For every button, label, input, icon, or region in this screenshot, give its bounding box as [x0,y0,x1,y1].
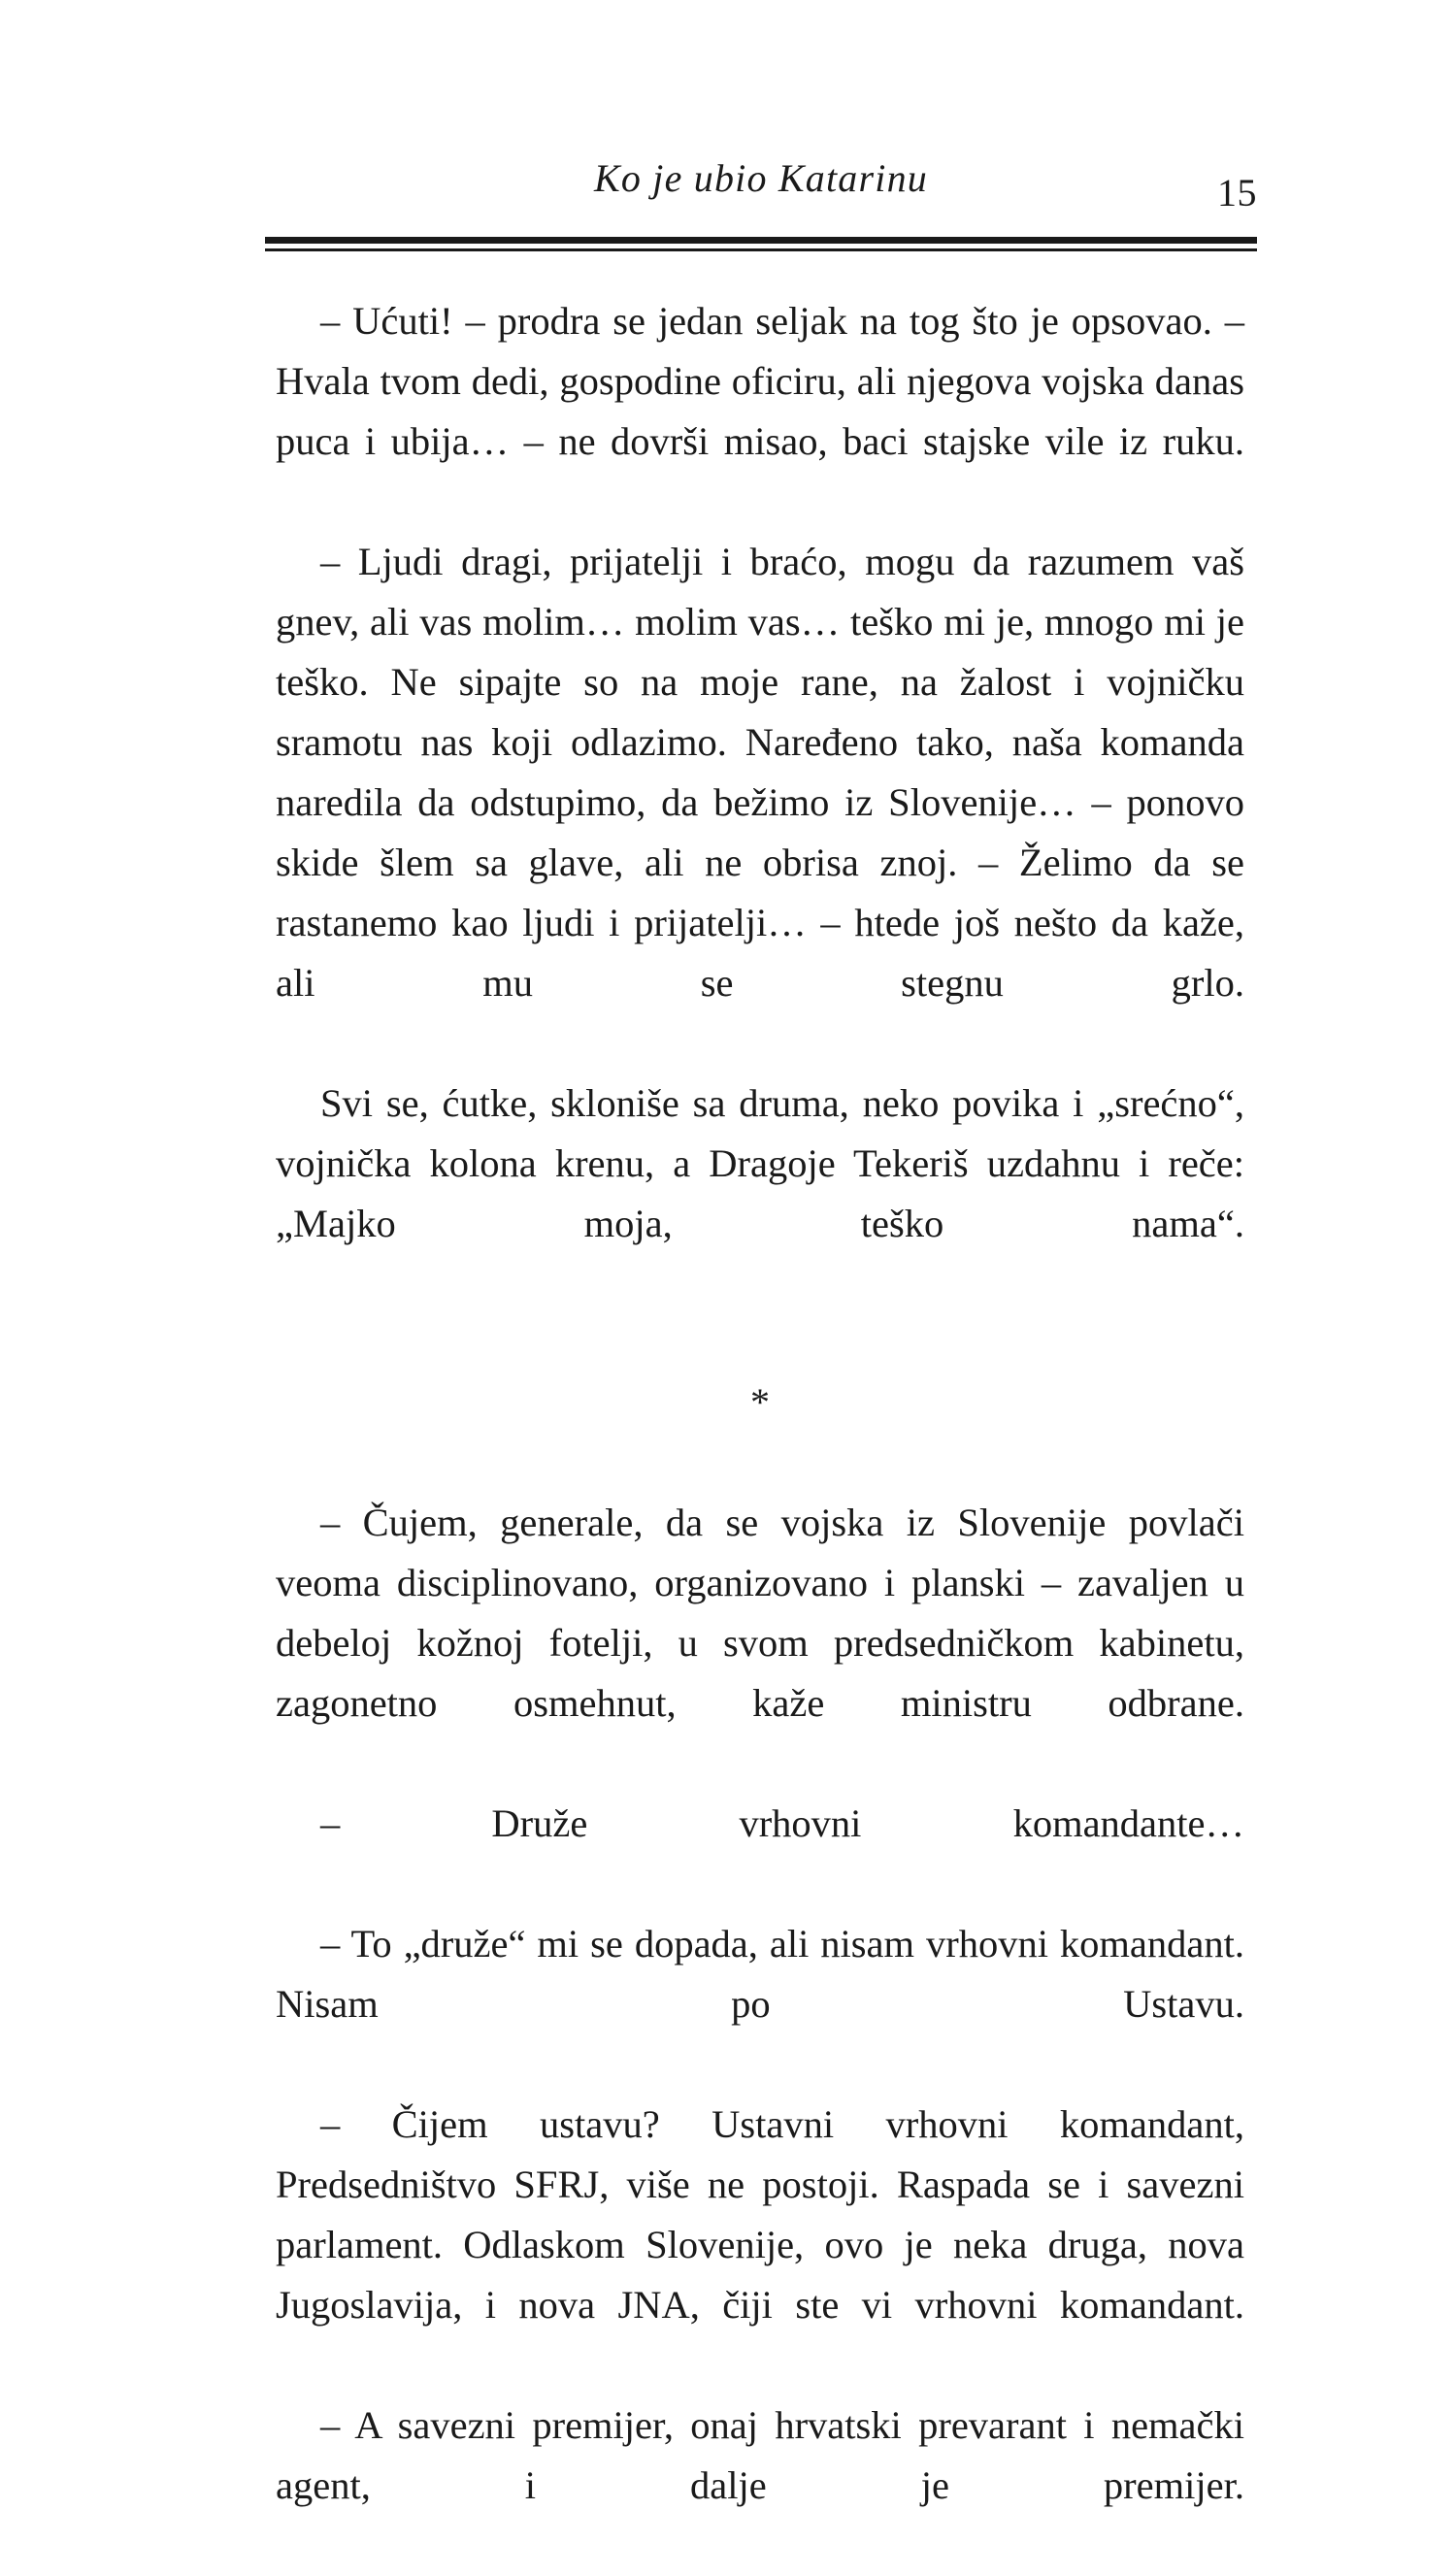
running-head-title: Ko je ubio Katarinu [594,156,928,200]
paragraph: – Čijem ustavu? Ustavni vrhovni komandant, Predsedništvo SFRJ, više ne postoji. Raspada se i savezni parlament. Odlaskom Slovenije, ovo je neka druga, nova Jugoslavija, i nova JNA, čiji ste vi vrhovni komandant. [276,2102,1244,2327]
page-number: 15 [1217,171,1257,215]
running-head [265,155,1257,215]
separator-space-below [276,1433,1244,1493]
paragraph: – Ljudi dragi, prijatelji i braćo, mogu da razumem vaš gnev, ali vas molim… molim vas… teško mi je, mnogo mi je teško. Ne sipajte so na moje rane, na žalost i vojničku sramotu nas koji odlazimo. Naređeno tako, naša komanda naredila da odstupimo, da bežimo iz Slovenije… – ponovo skide šlem sa glave, ali ne obrisa znoj. – Želimo da se rastanemo kao ljudi i prijatelji… – htede još nešto da kaže, ali mu se stegnu grlo. [276,540,1244,1005]
paragraph: – A savezni premijer, onaj hrvatski prevarant i nemački agent, i dalje je premijer. [276,2403,1244,2507]
separator-space-above [276,1314,1244,1372]
rule-thick [265,237,1257,244]
body-text-block [276,291,1244,2576]
section-separator-asterisk: * [750,1380,770,1424]
paragraph: – To „druže“ mi se dopada, ali nisam vrhovni komandant. Nisam po Ustavu. [276,1922,1244,2026]
paragraph: – Čujem, generale, da se vojska iz Slovenije povlači veoma disciplinovano, organizovano i planski – zavaljen u debeloj kožnoj fotelji, u svom predsedničkom kabinetu, zagonetno osmehnut, kaže ministru odbrane. [276,1501,1244,1725]
paragraph: – Druže vrhovni komandante… [320,1801,1244,1845]
rule-thin [265,248,1257,251]
header-double-rule [265,237,1257,251]
paragraph: Svi se, ćutke, skloniše sa druma, neko povika i „srećno“, vojnička kolona krenu, a Dragoje Tekeriš uzdahnu i reče: „Majko moja, teško nama“. [276,1081,1244,1245]
paragraph: – Ućuti! – prodra se jedan seljak na tog što je opsovao. – Hvala tvom dedi, gospodine oficiru, ali njegova vojska danas puca i ubija… – ne dovrši misao, baci stajske vile iz ruku. [276,299,1244,463]
